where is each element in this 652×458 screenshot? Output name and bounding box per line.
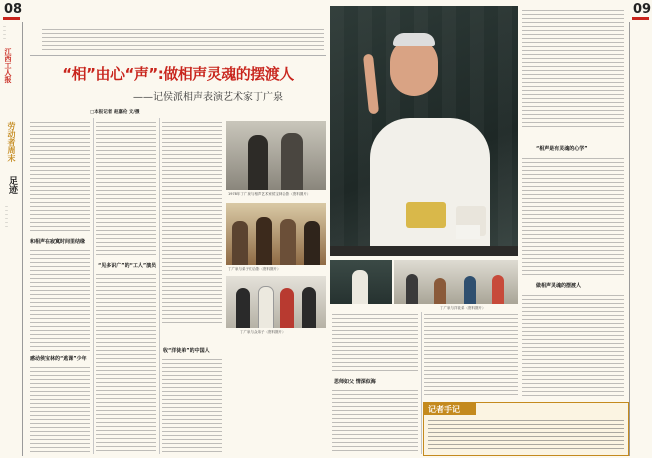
column-3-text-a <box>162 120 222 323</box>
column-2-text-b <box>96 272 156 453</box>
group-photo <box>226 203 326 265</box>
page-number-underline-right <box>632 17 649 20</box>
pencil-cup-shape <box>406 202 446 228</box>
article-subtitle: ——记侯派相声表演艺术家丁广泉 <box>133 92 283 103</box>
right-column-text-a <box>522 8 624 128</box>
caption-1: 1978年丁广泉与相声艺术家侯宝林合影（资料图片） <box>228 192 311 196</box>
column-2-text-a <box>96 120 156 257</box>
column-3-text-b <box>162 357 222 453</box>
right-column-text-c <box>522 293 624 397</box>
col-divider-1 <box>93 118 94 454</box>
subhead-7: 做相声灵魂的摆渡人 <box>536 283 582 289</box>
historic-photo <box>226 121 326 190</box>
left-sidebar <box>3 24 20 454</box>
column-1-text-b <box>30 248 90 352</box>
editor-note-box <box>423 402 629 456</box>
editor-note-label: 记者手记 <box>428 405 460 414</box>
caption-4: 丁广泉与洋徒弟（资料图片） <box>440 306 486 310</box>
main-portrait-photo <box>330 6 518 256</box>
face-shape <box>390 38 438 96</box>
classroom-photo-1 <box>330 260 392 304</box>
byline: □本报记者 赵嘉伦 文/摄 <box>90 110 140 115</box>
subhead-6: “相声是有灵魂的心学” <box>536 146 588 152</box>
subhead-4: 收“洋徒弟”的中国人 <box>163 348 210 354</box>
lower-column-1-text-a <box>332 312 418 372</box>
column-1-text-c <box>30 365 90 453</box>
page-number-underline <box>3 17 20 20</box>
editor-note-text <box>428 418 624 452</box>
masthead-logo: 江西工人报 <box>4 48 13 83</box>
section-title: 劳动者周末 <box>7 122 16 162</box>
subhead-1: 和相声在寂寞时间里结缘 <box>30 239 86 245</box>
portrait-caption-box <box>456 225 480 239</box>
subhead-2: 感动侯宝林的“逃课”少年 <box>30 356 87 362</box>
lower-column-1-text-b <box>332 388 418 454</box>
col-divider-lower <box>421 312 422 454</box>
disciples-photo <box>226 276 326 328</box>
subhead-3: “见多识广”的“工人”演员 <box>98 263 157 269</box>
caption-3: 丁广泉与众弟子（资料图片） <box>240 330 286 334</box>
intro-rule <box>30 55 326 56</box>
right-column-text-b <box>522 156 624 278</box>
classroom-photo-2 <box>394 260 518 304</box>
sidebar-divider <box>22 22 23 456</box>
left-page-number: 08 <box>4 2 23 17</box>
right-margin-divider <box>629 22 630 456</box>
intro-paragraph <box>42 27 324 51</box>
right-page-number: 09 <box>633 2 652 17</box>
lower-column-2-text <box>424 312 518 397</box>
section-subtitle: 足迹 <box>7 176 17 194</box>
staff-info: — — — — — — <box>5 204 8 228</box>
dateline: — — — — <box>3 24 6 40</box>
article-title: “相”由心“声”:做相声灵魂的摆渡人 <box>62 65 294 83</box>
col-divider-2 <box>159 118 160 454</box>
column-1-text-a <box>30 120 90 233</box>
subhead-5: 思师如父 情深似海 <box>334 379 376 385</box>
caption-2: 丁广泉与弟子们合影（资料图片） <box>228 267 281 271</box>
